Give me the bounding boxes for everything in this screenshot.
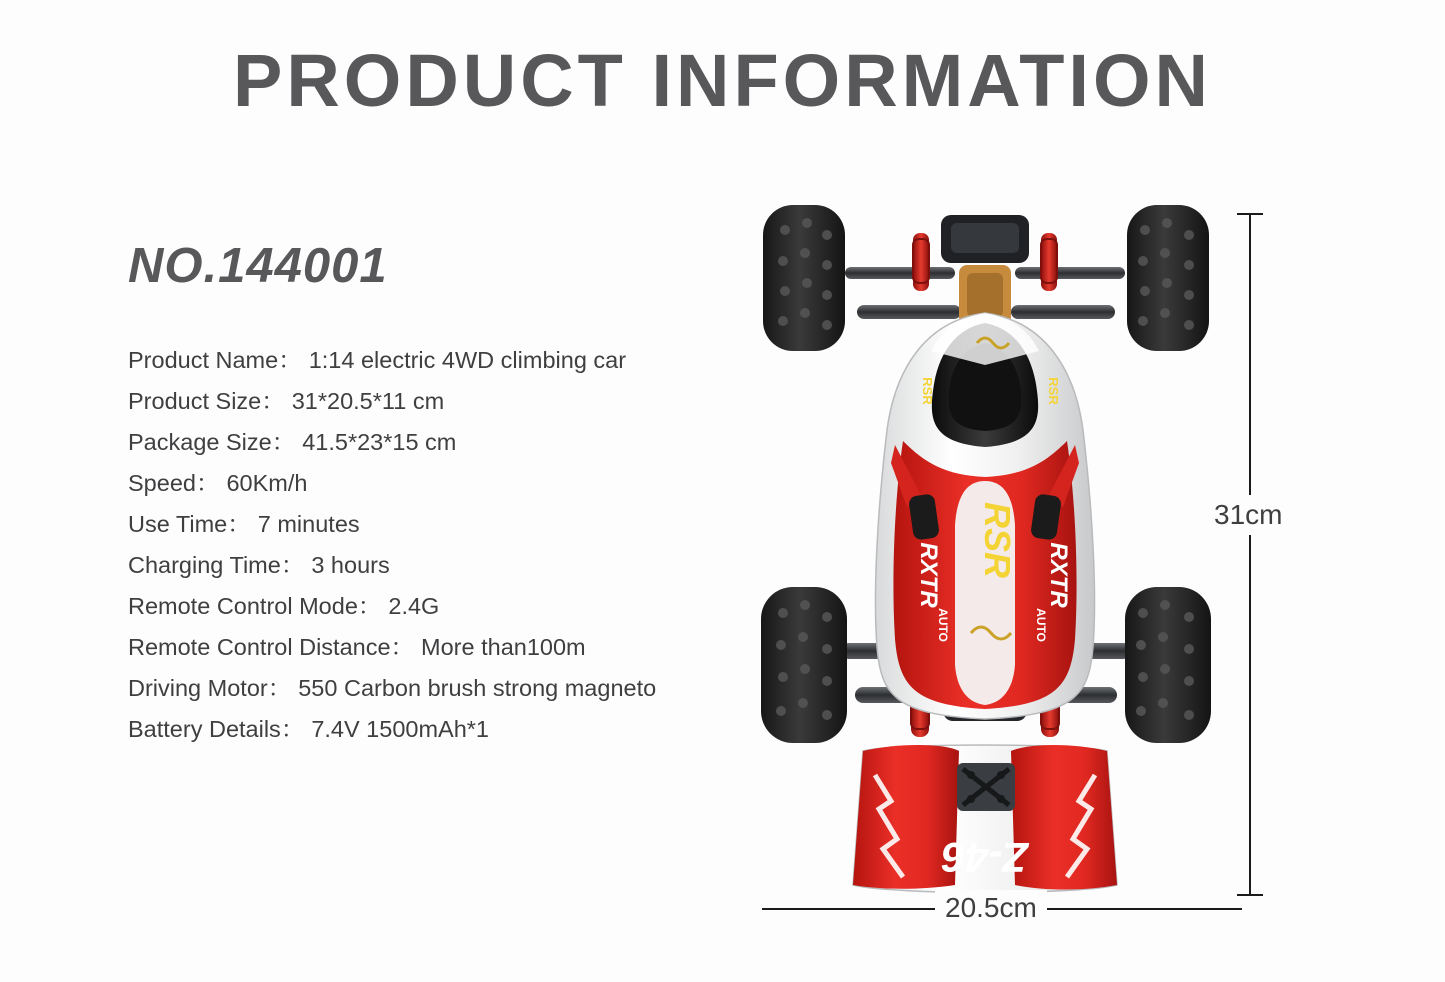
spec-label: Use Time (128, 511, 228, 537)
spec-label: Charging Time (128, 552, 281, 578)
height-dimension-line (1249, 213, 1251, 896)
spec-list (128, 340, 808, 750)
front-right-tire (1127, 205, 1209, 351)
decal-auto-left: AUTO (936, 608, 950, 642)
decal-rsr-center: RSR (977, 501, 1018, 579)
spec-label: Product Name (128, 347, 279, 373)
decal-rsr-hood-left: RSR (920, 377, 935, 405)
spec-row (128, 340, 808, 381)
spec-separator: ： (357, 593, 381, 619)
spec-row (128, 504, 808, 545)
spec-separator: ： (280, 716, 304, 742)
rear-right-tire (1125, 587, 1211, 743)
front-suspension (845, 215, 1125, 325)
rear-left-tire (761, 587, 847, 743)
spec-value: 7.4V 1500mAh*1 (311, 716, 489, 742)
spec-label: Remote Control Mode (128, 593, 358, 619)
spec-separator: ： (271, 429, 295, 455)
spec-label: Battery Details (128, 716, 281, 742)
front-left-tire (763, 205, 845, 351)
spec-row (128, 422, 808, 463)
width-dimension-label: 20.5cm (935, 890, 1047, 926)
spec-value: 41.5*23*15 cm (302, 429, 457, 455)
spec-value: 31*20.5*11 cm (291, 388, 445, 414)
spec-separator: ： (278, 347, 301, 373)
spec-value: 550 Carbon brush strong magneto (298, 675, 657, 701)
rear-wing (853, 745, 1117, 893)
spec-separator: ： (195, 470, 219, 496)
spec-label: Package Size (128, 429, 272, 455)
spec-row (128, 709, 808, 750)
spec-separator: ： (267, 675, 291, 701)
decal-rxtr-right: RXTR (1045, 542, 1072, 608)
spec-row (128, 668, 808, 709)
model-number: NO.144001 (128, 239, 388, 293)
decal-rxtr-left: RXTR (915, 542, 942, 608)
spec-value: 7 minutes (257, 511, 360, 537)
spec-separator: ： (390, 634, 414, 660)
car-body-shell (875, 313, 1094, 719)
spec-label: Speed (128, 470, 196, 496)
rc-car-illustration (745, 195, 1225, 905)
spec-row (128, 463, 808, 504)
spec-separator: ： (227, 511, 250, 537)
spec-row (128, 381, 808, 422)
spec-row (128, 586, 808, 627)
spec-separator: ： (261, 388, 284, 414)
decal-z46-wing: Z-46 (941, 834, 1029, 881)
decal-auto-right: AUTO (1034, 608, 1048, 642)
spec-value: 60Km/h (226, 470, 308, 496)
spec-value: 1:14 electric 4WD climbing car (308, 347, 627, 373)
product-image (745, 195, 1225, 905)
spec-label: Remote Control Distance (128, 634, 391, 660)
spec-value: More than100m (421, 634, 586, 660)
spec-label: Driving Motor (128, 675, 268, 701)
height-dimension-label: 31cm (1212, 495, 1284, 535)
decal-rsr-hood-right: RSR (1046, 377, 1061, 405)
spec-separator: ： (280, 552, 304, 578)
spec-value: 3 hours (311, 552, 390, 578)
spec-label: Product Size (128, 388, 262, 414)
height-dimension-tick-top (1237, 213, 1263, 215)
spec-row (128, 545, 808, 586)
page-title: PRODUCT INFORMATION (233, 39, 1212, 122)
spec-value: 2.4G (388, 593, 440, 619)
spec-row (128, 627, 808, 668)
height-dimension-tick-bottom (1237, 894, 1263, 896)
